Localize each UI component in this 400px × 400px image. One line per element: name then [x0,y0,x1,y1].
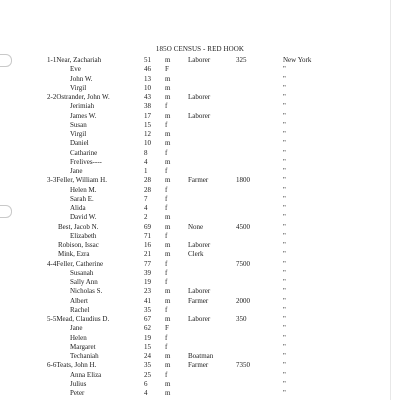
census-row [0,334,400,343]
resident-occupation: Laborer [188,93,211,101]
resident-birthplace: " [283,278,286,286]
resident-name: John W. [70,74,93,83]
resident-sex: f [165,185,168,194]
census-row [0,84,400,93]
resident-age: 39 [144,268,151,277]
resident-sex: m [165,250,171,259]
resident-sex: m [165,213,171,222]
resident-name: Jane [70,167,83,175]
census-row [0,389,400,398]
resident-sex: m [165,296,171,305]
resident-name: Eve [70,65,81,74]
resident-name: Nicholas S. [70,287,103,296]
resident-property-value: 7350 [236,361,250,370]
census-row [0,241,400,250]
resident-name: Sarah E. [70,194,94,203]
resident-birthplace: " [283,130,286,138]
resident-birthplace: " [283,342,286,351]
resident-age: 6 [144,379,148,388]
resident-occupation: Farmer [188,296,209,305]
resident-name: Frelives---- [70,157,102,166]
resident-name: Susanah [70,268,94,277]
resident-occupation: Laborer [188,315,211,323]
resident-birthplace: " [283,93,286,101]
census-row [0,306,400,315]
census-row [0,380,400,389]
resident-birthplace: " [283,250,286,259]
resident-sex: f [165,102,168,111]
census-row [0,371,400,380]
resident-age: 69 [144,222,151,231]
resident-occupation: Boatman [188,352,214,360]
census-row [0,112,400,121]
resident-birthplace: " [283,139,286,148]
resident-age: 19 [144,333,151,342]
census-row [0,223,400,232]
resident-occupation: None [188,222,204,231]
resident-name: 5-5Mead, Claudius D. [47,315,110,323]
resident-name: Robison, Issac [58,241,99,249]
resident-age: 35 [144,305,151,314]
resident-birthplace: " [283,305,286,314]
resident-sex: f [165,305,168,314]
census-row [0,65,400,74]
resident-birthplace: New York [283,56,312,64]
resident-sex: f [165,259,168,268]
resident-name: James W. [70,111,97,120]
resident-birthplace: " [283,259,286,268]
census-row [0,232,400,241]
resident-sex: m [165,83,171,92]
resident-sex: m [165,287,171,296]
resident-name: 6-6Teats, John H. [47,361,97,370]
resident-name: 1-1Near, Zachariah [47,56,102,64]
resident-sex: f [165,231,168,240]
resident-age: 4 [144,204,148,212]
page-title: 185O CENSUS - RED HOOK [155,45,245,53]
resident-age: 38 [144,102,151,111]
resident-age: 23 [144,287,151,296]
resident-sex: m [165,56,171,64]
resident-name: Albert [70,296,88,305]
resident-name: Elizabeth [70,231,97,240]
resident-age: 10 [144,83,151,92]
census-row [0,176,400,185]
census-table [0,56,400,398]
resident-age: 15 [144,342,151,351]
resident-age: 4 [144,389,148,397]
resident-sex: f [165,370,168,379]
resident-age: 62 [144,324,151,333]
census-row [0,149,400,158]
resident-birthplace: " [283,287,286,296]
resident-name: Techaniah [70,352,99,360]
census-row [0,315,400,324]
resident-sex: m [165,157,171,166]
resident-birthplace: " [283,120,286,129]
resident-sex: f [165,278,168,286]
resident-occupation: Laborer [188,56,211,64]
resident-birthplace: " [283,148,286,157]
resident-name: 3-3Feller, William H. [47,176,107,185]
resident-name: Sally Ann [70,278,98,286]
resident-name: Jane [70,324,83,333]
census-row [0,269,400,278]
resident-birthplace: " [283,315,286,323]
resident-sex: F [165,324,169,333]
resident-occupation: Laborer [188,111,211,120]
resident-age: 8 [144,148,148,157]
census-row [0,139,400,148]
resident-age: 24 [144,352,151,360]
resident-birthplace: " [283,185,286,194]
resident-name: Alida [70,204,86,212]
resident-age: 25 [144,370,151,379]
resident-birthplace: " [283,370,286,379]
resident-occupation: Laborer [188,241,211,249]
resident-property-value: 7500 [236,259,250,268]
resident-birthplace: " [283,176,286,185]
resident-birthplace: " [283,231,286,240]
census-row [0,343,400,352]
resident-birthplace: " [283,111,286,120]
census-row [0,352,400,361]
resident-sex: m [165,389,171,397]
resident-age: 19 [144,278,151,286]
census-row [0,75,400,84]
resident-age: 41 [144,296,151,305]
resident-sex: m [165,352,171,360]
resident-name: 4-4Feller, Catherine [47,259,104,268]
census-row [0,287,400,296]
resident-name: Anna Eliza [70,370,102,379]
resident-name: Virgil [70,83,87,92]
resident-sex: m [165,176,171,185]
resident-sex: f [165,120,168,129]
resident-sex: m [165,241,171,249]
resident-sex: m [165,379,171,388]
resident-birthplace: " [283,194,286,203]
resident-birthplace: " [283,333,286,342]
census-row [0,167,400,176]
resident-age: 43 [144,93,151,101]
census-row [0,204,400,213]
resident-sex: m [165,93,171,101]
resident-birthplace: " [283,379,286,388]
resident-name: Helen M. [70,185,97,194]
resident-age: 7 [144,194,148,203]
resident-birthplace: " [283,268,286,277]
resident-sex: m [165,222,171,231]
resident-birthplace: " [283,241,286,249]
resident-age: 77 [144,259,151,268]
resident-sex: f [165,333,168,342]
resident-birthplace: " [283,65,286,74]
resident-sex: m [165,139,171,148]
resident-age: 28 [144,185,151,194]
census-row [0,297,400,306]
resident-age: 16 [144,241,151,249]
census-row [0,213,400,222]
census-row [0,186,400,195]
resident-sex: m [165,74,171,83]
census-row [0,324,400,333]
resident-age: 17 [144,111,151,120]
resident-age: 15 [144,120,151,129]
resident-name: Peter [70,389,85,397]
resident-occupation: Laborer [188,287,211,296]
resident-birthplace: " [283,157,286,166]
census-row [0,121,400,130]
resident-age: 71 [144,231,151,240]
resident-age: 13 [144,74,151,83]
census-row [0,278,400,287]
resident-name: Mink, Ezra [58,250,90,259]
resident-age: 10 [144,139,151,148]
resident-sex: m [165,361,171,370]
resident-name: Catharine [70,148,98,157]
resident-birthplace: " [283,83,286,92]
resident-sex: f [165,194,168,203]
resident-sex: F [165,65,169,74]
census-row [0,158,400,167]
resident-property-value: 2000 [236,296,250,305]
resident-age: 2 [144,213,148,222]
census-row [0,93,400,102]
resident-name: Daniel [70,139,89,148]
census-row [0,260,400,269]
resident-age: 46 [144,65,151,74]
resident-birthplace: " [283,352,286,360]
resident-name: 2-2Ostrander, John W. [47,93,110,101]
census-row [0,102,400,111]
resident-birthplace: " [283,102,286,111]
resident-age: 4 [144,157,148,166]
resident-occupation: Farmer [188,361,209,370]
resident-name: Helen [70,333,87,342]
census-row [0,130,400,139]
resident-age: 35 [144,361,151,370]
resident-birthplace: " [283,324,286,333]
resident-occupation: Clerk [188,250,204,259]
resident-property-value: 4500 [236,222,250,231]
resident-name: Julius [70,379,87,388]
resident-sex: f [165,342,168,351]
resident-name: Virgil [70,130,87,138]
resident-name: Margaret [70,342,96,351]
resident-property-value: 325 [236,56,247,64]
resident-age: 1 [144,167,148,175]
resident-sex: f [165,148,168,157]
resident-sex: m [165,111,171,120]
resident-property-value: 1800 [236,176,250,185]
resident-birthplace: " [283,222,286,231]
resident-name: Rachel [70,305,90,314]
resident-birthplace: " [283,167,286,175]
resident-birthplace: " [283,296,286,305]
resident-sex: f [165,167,168,175]
resident-name: Susan [70,120,87,129]
resident-birthplace: " [283,361,286,370]
census-row [0,250,400,259]
resident-age: 28 [144,176,151,185]
resident-age: 21 [144,250,151,259]
resident-age: 51 [144,56,151,64]
resident-sex: m [165,315,171,323]
census-row [0,56,400,65]
census-row [0,361,400,370]
resident-birthplace: " [283,213,286,222]
resident-birthplace: " [283,389,286,397]
resident-name: Jerimiah [70,102,95,111]
resident-birthplace: " [283,204,286,212]
resident-name: Best, Jacob N. [58,222,99,231]
resident-sex: m [165,130,171,138]
resident-name: David W. [70,213,97,222]
resident-birthplace: " [283,74,286,83]
resident-occupation: Farmer [188,176,209,185]
census-row [0,195,400,204]
resident-property-value: 350 [236,315,247,323]
resident-age: 67 [144,315,151,323]
resident-sex: f [165,204,168,212]
resident-age: 12 [144,130,151,138]
resident-sex: f [165,268,168,277]
